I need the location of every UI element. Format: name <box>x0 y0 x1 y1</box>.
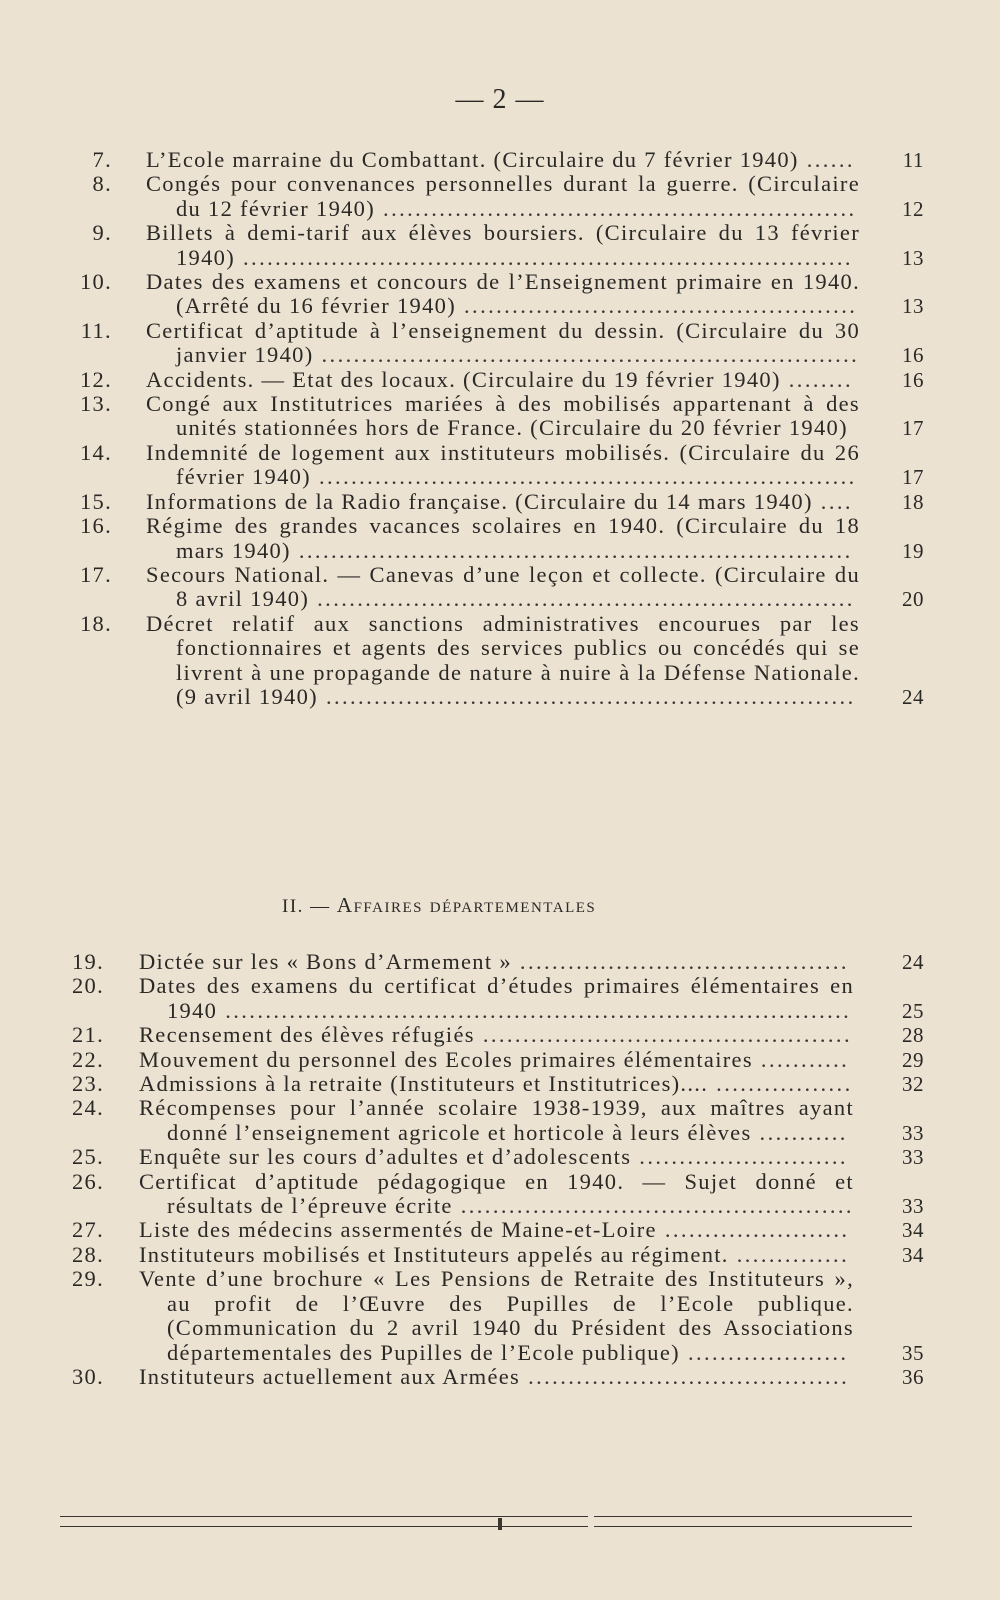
toc-entry-title: Enquête sur les cours d’adultes et d’adolescents <box>139 1144 632 1170</box>
toc-entry-number: 7. <box>92 147 112 172</box>
toc-entry-number: 14. <box>79 439 112 465</box>
toc-entry-number: 16. <box>79 513 112 539</box>
toc-leader-dots: ....................... <box>656 1217 850 1243</box>
toc-entry-page: 13 <box>902 294 924 319</box>
toc-entry-number: 26. <box>71 1168 104 1194</box>
toc-entry-page: 19 <box>902 538 924 563</box>
footer-rule-ornament <box>498 1518 502 1530</box>
toc-entry-number: 28. <box>71 1241 104 1267</box>
toc-entry-title: Dates des examens et concours de l’Enseignement primaire en 1940. (Arrêté du 16 février 1940) <box>146 269 860 319</box>
toc-entry-title: Accidents. — Etat des locaux. (Circulaire du 19 février 1940) <box>146 366 781 392</box>
toc-entry-title: Certificat d’aptitude pédagogique en 1940. — Sujet donné et résultats de l’épreuve écrite <box>139 1168 854 1219</box>
toc-entry-title: Mouvement du personnel des Ecoles primaires élémentaires <box>139 1046 753 1072</box>
toc-leader-dots: .... <box>812 488 853 514</box>
toc-entry <box>0 612 1000 710</box>
toc-entry-page: 24 <box>902 950 924 974</box>
toc-entry-page: 16 <box>902 367 924 392</box>
toc-entry <box>0 1145 1000 1169</box>
toc-entry-page: 17 <box>902 416 924 441</box>
toc-entry-title: Indemnité de logement aux instituteurs mobilisés. (Circulaire du 26 février 1940) <box>146 439 860 490</box>
toc-entry <box>0 148 1000 172</box>
toc-entry-title: Dictée sur les « Bons d’Armement » <box>139 949 512 974</box>
footer-rule-top <box>60 1516 912 1517</box>
toc-entry-number: 11. <box>80 317 112 343</box>
toc-leader-dots: .................... <box>679 1339 849 1365</box>
toc-entry <box>0 950 1000 974</box>
toc-entry <box>0 1048 1000 1072</box>
toc-entry-title: Liste des médecins assermentés de Maine-et-Loire <box>139 1217 657 1243</box>
toc-entry-title: Récompenses pour l’année scolaire 1938-1939, aux maîtres ayant donné l’enseignement agricole et horticole à leurs élèves <box>139 1095 854 1145</box>
toc-entry-number: 21. <box>71 1022 104 1048</box>
toc-entry <box>0 974 1000 1023</box>
toc-entry <box>0 1072 1000 1096</box>
toc-entry-title: Régime des grandes vacances scolaires en 1940. (Circulaire du 18 mars 1940) <box>146 513 860 563</box>
toc-entry-number: 20. <box>71 973 104 999</box>
toc-entry-page: 24 <box>902 684 924 709</box>
section-2-roman: II. <box>282 896 304 917</box>
toc-entry-page: 20 <box>902 587 924 612</box>
toc-leader-dots: ........... <box>752 1046 850 1072</box>
toc-entry-title: Secours National. — Canevas d’une leçon et collecte. (Circulaire du 8 avril 1940) <box>146 561 860 612</box>
toc-section-2 <box>0 950 1000 1389</box>
footer-rule-bottom <box>60 1526 912 1527</box>
toc-leader-dots: .............................................. <box>474 1022 852 1048</box>
toc-entry <box>0 392 1000 441</box>
toc-leader-dots: ......................................... <box>511 949 849 974</box>
toc-entry-number: 19. <box>71 949 104 974</box>
toc-entry-number: 10. <box>79 269 112 295</box>
toc-entry-number: 29. <box>71 1266 104 1292</box>
toc-entry-number: 12. <box>79 366 112 392</box>
toc-leader-dots: ........................................ <box>520 1363 850 1389</box>
toc-leader-dots: ................................................. <box>452 1193 854 1219</box>
toc-entry <box>0 1096 1000 1145</box>
toc-entry-page: 17 <box>902 465 924 490</box>
toc-entry <box>0 319 1000 368</box>
toc-entry <box>0 1170 1000 1219</box>
toc-entry-title: Vente d’une brochure « Les Pensions de Retraite des Instituteurs », au profit de l’Œuvre des Pupilles de l’Ecole publique. (Communication du 2 avril 1940 du Président des Associations départementales des Pupilles de l’Ecole publique) <box>139 1266 854 1365</box>
toc-entry-title: Admissions à la retraite (Instituteurs et Institutrices).... <box>139 1071 709 1097</box>
toc-entry-number: 30. <box>71 1363 104 1389</box>
toc-entry-number: 24. <box>71 1095 104 1121</box>
toc-entry <box>0 514 1000 563</box>
toc-leader-dots: ................................................................... <box>309 586 855 612</box>
toc-leader-dots: ........... <box>751 1119 848 1145</box>
toc-entry-page: 36 <box>902 1364 924 1389</box>
toc-entry-number: 22. <box>71 1046 104 1072</box>
toc-entry-page: 25 <box>902 998 924 1023</box>
toc-entry-title: Certificat d’aptitude à l’enseignement du dessin. (Circulaire du 30 janvier 1940) <box>146 317 860 368</box>
toc-entry-title: Dates des examens du certificat d’études primaires élémentaires en 1940 <box>139 973 854 1023</box>
toc-entry <box>0 1243 1000 1267</box>
toc-entry <box>0 1023 1000 1047</box>
toc-entry-title: Décret relatif aux sanctions administratives encourues par les fonctionnaires et agents des services publics ou concédés qui se livrent à une propagande de nature à nuire à la Défense Nationale. (9 avril 1940) <box>146 610 860 709</box>
toc-entry <box>0 172 1000 221</box>
toc-leader-dots: .......................... <box>631 1144 848 1170</box>
toc-entry-page: 16 <box>902 343 924 368</box>
toc-entry-page: 33 <box>902 1145 924 1170</box>
toc-entry-title: Recensement des élèves réfugiés <box>139 1022 475 1048</box>
toc-leader-dots: ................. <box>708 1071 853 1097</box>
toc-entry-title: Informations de la Radio française. (Circulaire du 14 mars 1940) <box>146 488 813 514</box>
toc-entry-title: Instituteurs mobilisés et Instituteurs appelés au régiment. <box>139 1241 729 1267</box>
toc-leader-dots: .............................................................................. <box>217 997 852 1023</box>
toc-leader-dots: ...... <box>798 147 855 172</box>
toc-leader-dots: ............................................................................ <box>235 244 853 270</box>
toc-entry-number: 13. <box>79 391 112 417</box>
toc-entry <box>0 368 1000 392</box>
toc-entry-page: 11 <box>902 148 924 172</box>
toc-leader-dots: .................................................................. <box>317 683 856 709</box>
toc-leader-dots: ........................................................... <box>375 195 857 221</box>
section-2-dash: — <box>310 896 331 917</box>
toc-leader-dots: ..................................................................... <box>290 537 853 563</box>
toc-entry-number: 17. <box>79 561 112 587</box>
toc-entry-number: 25. <box>71 1144 104 1170</box>
toc-leader-dots: ........ <box>780 366 853 392</box>
toc-entry-number: 15. <box>79 488 112 514</box>
toc-entry <box>0 490 1000 514</box>
toc-entry-number: 8. <box>92 171 112 197</box>
footer-rule-gap <box>588 1510 594 1528</box>
section-2-name: Affaires départementales <box>336 893 597 917</box>
toc-entry <box>0 1218 1000 1242</box>
toc-entry-number: 23. <box>71 1071 104 1097</box>
toc-entry-page: 34 <box>902 1218 924 1243</box>
toc-entry-page: 18 <box>902 489 924 514</box>
toc-entry-page: 33 <box>902 1194 924 1219</box>
toc-entry-number: 18. <box>79 610 112 636</box>
toc-leader-dots: ................................................. <box>456 293 858 319</box>
toc-leader-dots: ................................................................... <box>310 464 857 490</box>
toc-leader-dots: .............. <box>728 1241 850 1267</box>
toc-entry-page: 29 <box>902 1047 924 1072</box>
toc-entry-page: 34 <box>902 1242 924 1267</box>
toc-section-1 <box>0 148 1000 709</box>
toc-entry <box>0 1267 1000 1365</box>
page-number: — 2 — <box>455 84 545 115</box>
toc-entry-page: 33 <box>902 1120 924 1145</box>
toc-entry-page: 35 <box>902 1340 924 1365</box>
toc-leader-dots: ................................................................... <box>313 342 860 368</box>
toc-entry-page: 13 <box>902 245 924 270</box>
toc-entry-number: 27. <box>71 1217 104 1243</box>
toc-entry-title: Instituteurs actuellement aux Armées <box>139 1363 521 1389</box>
toc-entry-title: Congés pour convenances personnelles durant la guerre. (Circulaire du 12 février 1940) <box>146 171 860 221</box>
toc-entry-page: 32 <box>902 1072 924 1097</box>
toc-entry <box>0 221 1000 270</box>
toc-entry-title: L’Ecole marraine du Combattant. (Circulaire du 7 février 1940) <box>146 147 799 172</box>
toc-entry-title: Congé aux Institutrices mariées à des mobilisés appartenant à des unités stationnées hors de France. (Circulaire du 20 février 1940) <box>146 391 860 441</box>
toc-entry-number: 9. <box>92 220 112 246</box>
toc-entry-title: Billets à demi-tarif aux élèves boursiers. (Circulaire du 13 février 1940) <box>146 220 860 270</box>
toc-entry-page: 12 <box>902 196 924 221</box>
toc-entry <box>0 563 1000 612</box>
toc-entry <box>0 270 1000 319</box>
section-2-title <box>282 893 596 918</box>
toc-entry <box>0 441 1000 490</box>
toc-entry-page: 28 <box>902 1023 924 1048</box>
toc-entry <box>0 1365 1000 1389</box>
